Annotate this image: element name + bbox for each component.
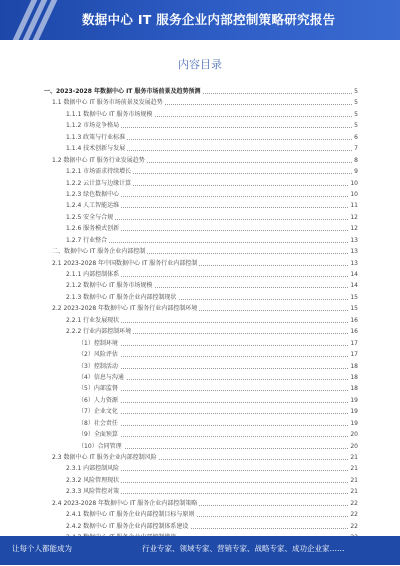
- toc-entry[interactable]: [44, 361, 358, 372]
- toc-entry-page: 21: [349, 475, 358, 486]
- footer-banner: [0, 536, 400, 565]
- toc-entry[interactable]: [44, 120, 358, 131]
- toc-entry-title: 1.2.1 市场需求持续增长: [66, 166, 133, 177]
- toc-entry[interactable]: [44, 521, 358, 532]
- toc-entry[interactable]: [44, 429, 358, 440]
- toc-entry-title: （3）控制活动: [78, 361, 120, 372]
- toc-entry[interactable]: [44, 395, 358, 406]
- toc-entry-title: 2.4.1 数据中心 IT 服务企业内部控制目标与原则: [66, 509, 196, 520]
- toc-entry-title: （10）合同管理: [78, 441, 124, 452]
- toc-entry-page: 19: [349, 418, 358, 429]
- toc-entry-title: 2.3.2 风险管理现状: [66, 475, 121, 486]
- toc-entry-title: 2.3 数据中心 IT 服务企业内部控制风险: [52, 452, 159, 463]
- header-banner: [0, 0, 400, 40]
- toc-entry-page: 14: [349, 280, 358, 291]
- toc-entry-page: 15: [349, 292, 358, 303]
- footer-slogan: 让每个人都能成为: [12, 544, 72, 553]
- toc-entry-page: 20: [349, 441, 358, 452]
- toc-entry-page: 22: [349, 498, 358, 509]
- toc-entry-page: 19: [349, 395, 358, 406]
- toc-entry-title: 2.2.2 行业内部控制环境: [66, 326, 133, 337]
- toc-entry[interactable]: [44, 441, 358, 452]
- toc-entry-title: 1.2.3 绿色数据中心: [66, 189, 121, 200]
- toc-entry[interactable]: [44, 246, 358, 257]
- toc-entry[interactable]: [44, 475, 358, 486]
- toc-entry[interactable]: [44, 97, 358, 108]
- footer-tagline: 行业专家、领域专家、营销专家、战略专家、成功企业家……: [142, 544, 345, 553]
- toc-entry-title: 一、2023-2028 年数据中心 IT 服务市场前景及趋势预测: [44, 86, 202, 97]
- toc-entry-title: 2.3.1 内部控制风险: [66, 463, 121, 474]
- toc-entry-title: （4）信息与沟通: [78, 372, 126, 383]
- toc-entry[interactable]: [44, 189, 358, 200]
- toc-entry-page: 12: [349, 212, 358, 223]
- toc-entry[interactable]: [44, 143, 358, 154]
- toc-entry-page: 22: [349, 509, 358, 520]
- toc-heading: 内容目录: [178, 58, 222, 71]
- toc-entry-page: 9: [353, 166, 358, 177]
- toc-entry-page: 17: [349, 349, 358, 360]
- toc-entry-page: 16: [349, 326, 358, 337]
- toc-entry[interactable]: [44, 132, 358, 143]
- toc-entry-page: 19: [349, 406, 358, 417]
- toc-entry-page: 21: [349, 486, 358, 497]
- toc-entry-title: 2.1 2023-2028 年中国数据中心 IT 服务行业内部控制: [52, 258, 199, 269]
- toc-entry-page: 18: [349, 372, 358, 383]
- toc-entry[interactable]: [44, 212, 358, 223]
- toc-entry-page: 14: [349, 269, 358, 280]
- toc-entry[interactable]: [44, 292, 358, 303]
- toc-entry-page: 7: [353, 143, 358, 154]
- toc-entry-title: 2.3.3 风险管控对策: [66, 486, 121, 497]
- toc-entry[interactable]: [44, 509, 358, 520]
- toc-entry[interactable]: [44, 155, 358, 166]
- report-title: 数据中心 IT 服务企业内部控制策略研究报告: [82, 12, 336, 27]
- toc-entry-title: 1.2.6 服务模式创新: [66, 223, 121, 234]
- toc-entry[interactable]: [44, 109, 358, 120]
- toc-entry[interactable]: [44, 280, 358, 291]
- toc-entry-title: （9）全面预算: [78, 429, 120, 440]
- toc-entry-title: 2.1.1 内部控制体系: [66, 269, 121, 280]
- toc-entry-title: 1.1.2 市场竞争格局: [66, 120, 121, 131]
- toc-entry[interactable]: [44, 463, 358, 474]
- toc-entry[interactable]: [44, 383, 358, 394]
- toc-entry-page: 13: [349, 235, 358, 246]
- toc-entry-page: 11: [349, 200, 358, 211]
- toc-entry-title: （1）控制环境: [78, 338, 120, 349]
- toc-entry-page: 20: [349, 429, 358, 440]
- toc-entry-page: 22: [349, 521, 358, 532]
- toc-entry-page: 13: [349, 258, 358, 269]
- toc-entry[interactable]: [44, 452, 358, 463]
- table-of-contents: [44, 86, 358, 566]
- toc-entry-title: 1.1.3 政策与行业标准: [66, 132, 127, 143]
- toc-entry-page: 15: [349, 303, 358, 314]
- toc-entry-page: 12: [349, 223, 358, 234]
- toc-entry[interactable]: [44, 406, 358, 417]
- toc-entry[interactable]: [44, 166, 358, 177]
- toc-entry-title: 2.2.1 行业发展现状: [66, 315, 121, 326]
- toc-entry-title: （5）内部监督: [78, 383, 120, 394]
- toc-entry-title: 1.1 数据中心 IT 服务市场前景及发展趋势: [52, 97, 165, 108]
- toc-entry[interactable]: [44, 372, 358, 383]
- toc-entry-title: 1.2 数据中心 IT 服务行业发展趋势: [52, 155, 147, 166]
- toc-entry[interactable]: [44, 349, 358, 360]
- toc-entry-page: 17: [349, 338, 358, 349]
- toc-entry[interactable]: [44, 326, 358, 337]
- toc-entry-title: 二、数据中心 IT 服务企业内部控制: [52, 246, 147, 257]
- toc-entry[interactable]: [44, 223, 358, 234]
- toc-entry[interactable]: [44, 315, 358, 326]
- toc-entry[interactable]: [44, 235, 358, 246]
- toc-entry-page: 10: [349, 178, 358, 189]
- toc-entry[interactable]: [44, 338, 358, 349]
- toc-entry-page: 5: [353, 86, 358, 97]
- toc-entry-title: （6）人力资源: [78, 395, 120, 406]
- toc-entry[interactable]: [44, 258, 358, 269]
- toc-entry-title: （7）企业文化: [78, 406, 120, 417]
- toc-entry-title: 1.2.4 人工智能运维: [66, 200, 121, 211]
- toc-entry-page: 6: [353, 132, 358, 143]
- toc-entry-title: 2.2 2023-2028 年数据中心 IT 服务行业内部控制环境: [52, 303, 199, 314]
- toc-entry-page: 5: [353, 120, 358, 131]
- toc-entry[interactable]: [44, 86, 358, 97]
- toc-entry-page: 21: [349, 452, 358, 463]
- toc-entry-page: 16: [349, 315, 358, 326]
- toc-entry-title: 1.2.5 安全与合规: [66, 212, 115, 223]
- toc-entry-title: 2.4 2023-2028 年数据中心 IT 服务企业内部控制策略: [52, 498, 199, 509]
- toc-entry-title: （2）风险评估: [78, 349, 120, 360]
- toc-entry-title: 1.1.4 技术创新与发展: [66, 143, 127, 154]
- toc-entry[interactable]: [44, 418, 358, 429]
- toc-entry[interactable]: [44, 178, 358, 189]
- toc-entry[interactable]: [44, 498, 358, 509]
- toc-entry-page: 8: [353, 155, 358, 166]
- toc-entry-title: 1.1.1 数据中心 IT 服务市场规模: [66, 109, 154, 120]
- toc-entry-page: 18: [349, 383, 358, 394]
- toc-entry[interactable]: [44, 269, 358, 280]
- toc-entry-title: 2.1.3 数据中心 IT 服务企业内部控制现状: [66, 292, 178, 303]
- toc-entry-title: （8）社会责任: [78, 418, 120, 429]
- toc-entry-page: 18: [349, 361, 358, 372]
- toc-entry-page: 13: [349, 246, 358, 257]
- toc-entry[interactable]: [44, 486, 358, 497]
- toc-entry-title: 2.4.2 数据中心 IT 服务企业内部控制体系建设: [66, 521, 190, 532]
- toc-entry-page: 10: [349, 189, 358, 200]
- toc-entry-title: 1.2.7 行业整合: [66, 235, 109, 246]
- toc-entry-page: 5: [353, 109, 358, 120]
- toc-entry-title: 2.1.2 数据中心 IT 服务市场规模: [66, 280, 154, 291]
- toc-entry-page: 21: [349, 463, 358, 474]
- toc-entry-page: 5: [353, 97, 358, 108]
- toc-entry-title: 1.2.2 云计算与边缘计算: [66, 178, 133, 189]
- toc-entry[interactable]: [44, 303, 358, 314]
- toc-entry[interactable]: [44, 200, 358, 211]
